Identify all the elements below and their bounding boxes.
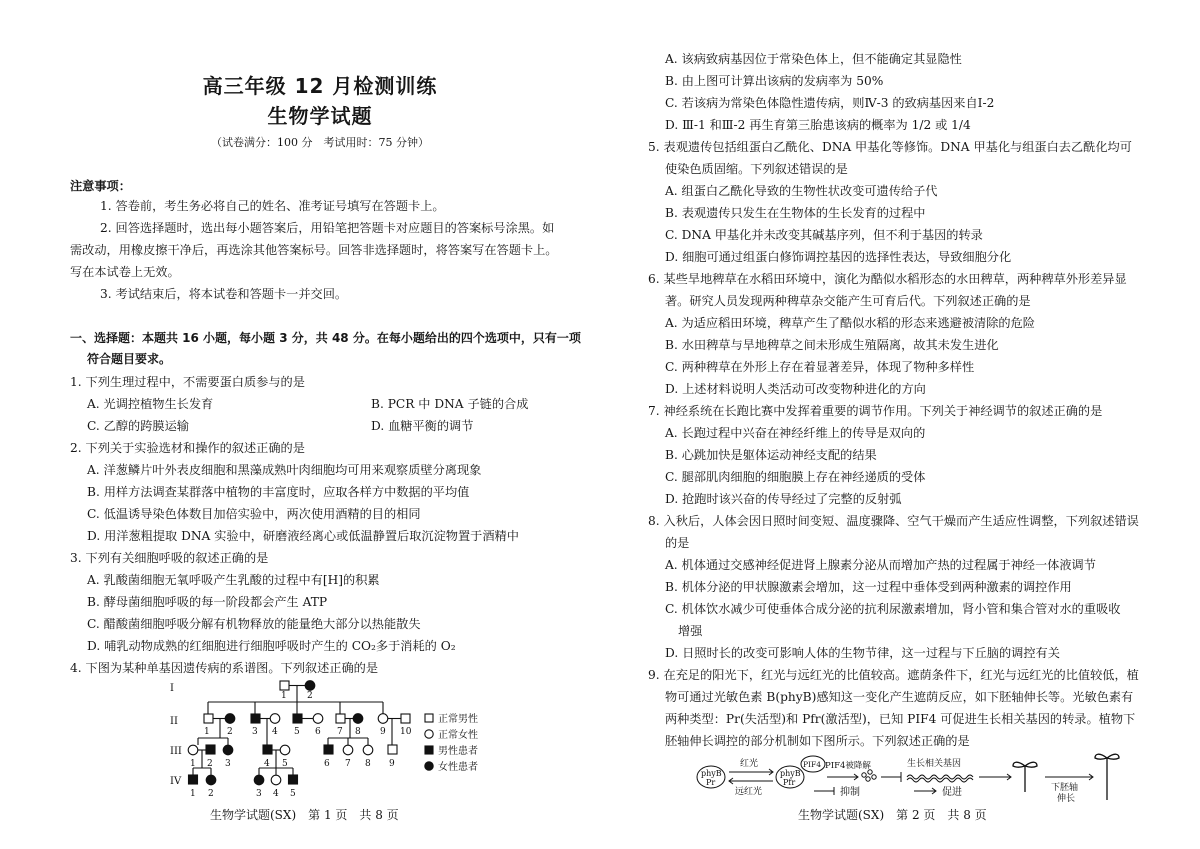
svg-text:3: 3 <box>256 789 262 799</box>
svg-text:10: 10 <box>400 727 412 737</box>
q2-option-b: B. 用样方法调查某群落中植物的丰富度时，应取各样方中数据的平均值 <box>87 485 470 499</box>
q5-option-a: A. 组蛋白乙酰化导致的生物性状改变可遗传给子代 <box>665 184 938 198</box>
svg-text:5: 5 <box>294 727 300 737</box>
gen-label-3: III <box>170 746 182 757</box>
q9-stem-3: 两种类型：Pr(失活型)和 Pfr(激活型)，已知 PIF4 可促进生长相关基因的转录。植物下 <box>665 712 1136 726</box>
q3-option-a: A. 乳酸菌细胞无氧呼吸产生乳酸的过程中有[H]的积累 <box>87 573 380 587</box>
q8-stem-1: 8. 入秋后，人体会因日照时间变短、温度骤降、空气干燥而产生适应性调整，下列叙述错误 <box>648 514 1139 528</box>
q2-stem: 2. 下列关于实验选材和操作的叙述正确的是 <box>70 441 305 455</box>
q5-option-d: D. 细胞可通过组蛋白修饰调控基因的选择性表达，导致细胞分化 <box>665 250 1012 264</box>
q7-option-a: A. 长跑过程中兴奋在神经纤维上的传导是双向的 <box>665 426 926 440</box>
pedigree-III7-normal-female <box>343 745 353 755</box>
pedigree-III6-affected-male <box>324 745 333 754</box>
q8-stem-2: 的是 <box>665 536 690 550</box>
legend-affected-female-icon <box>425 762 433 770</box>
svg-text:PIF4: PIF4 <box>803 760 821 769</box>
q4-stem: 4. 下图为某种单基因遗传病的系谱图。下列叙述正确的是 <box>70 661 379 675</box>
svg-text:phyB: phyB <box>701 769 722 778</box>
seedling-short-icon <box>1013 762 1037 792</box>
pedigree-II10-normal-male <box>401 714 410 723</box>
q5-stem-2: 使染色质固缩。下列叙述错误的是 <box>665 162 848 176</box>
pedigree-II5-affected-male <box>293 714 302 723</box>
q6-stem-1: 6. 某些旱地稗草在水稻田环境中，演化为酷似水稻形态的水田稗草，两种稗草外形差异显 <box>648 272 1127 286</box>
section-heading-cont: 符合题目要求。 <box>87 352 172 366</box>
pedigree-II6-normal-female <box>313 714 323 724</box>
q7-option-d: D. 抢跑时该兴奋的传导经过了完整的反射弧 <box>665 492 902 506</box>
q4-option-b: B. 由上图可计算出该病的发病率为 50% <box>665 74 884 88</box>
svg-text:6: 6 <box>324 759 330 769</box>
legend-normal-male-icon <box>425 714 433 722</box>
exam-title: 高三年级 12 月检测训练 <box>202 74 438 98</box>
svg-text:9: 9 <box>380 727 386 737</box>
svg-text:7: 7 <box>345 759 351 769</box>
pedigree-II2-affected-female <box>225 714 235 724</box>
svg-text:2: 2 <box>227 727 233 737</box>
pedigree-I2-affected-female <box>305 681 315 691</box>
svg-text:4: 4 <box>272 727 278 737</box>
legend-inhibit: 抑制 <box>840 787 860 798</box>
legend-promote: 促进 <box>942 787 962 798</box>
q4-option-d: D. Ⅲ-1 和Ⅲ-2 再生育第三胎患该病的概率为 1/2 或 1/4 <box>665 118 971 132</box>
svg-text:3: 3 <box>252 727 258 737</box>
hypocotyl-label-1: 下胚轴 <box>1051 783 1079 793</box>
pedigree-II1-normal-male <box>204 714 213 723</box>
notice-line-2: 2. 回答选择题时，选出每小题答案后，用铅笔把答题卡对应题目的答案标号涂黑。如 <box>100 221 555 235</box>
pedigree-III4-affected-male <box>263 745 272 754</box>
q5-stem-1: 5. 表观遗传包括组蛋白乙酰化、DNA 甲基化等修饰。DNA 甲基化与组蛋白去乙酰化均可 <box>648 140 1132 154</box>
pedigree-IV2-affected-female <box>206 775 216 785</box>
q2-option-d: D. 用洋葱粗提取 DNA 实验中，研磨液经离心或低温静置后取沉淀物置于酒精中 <box>87 529 519 543</box>
pedigree-II9-normal-female <box>378 714 388 724</box>
svg-text:8: 8 <box>355 727 361 737</box>
q8-option-b: B. 机体分泌的甲状腺激素会增加，这一过程中垂体受到两种激素的调控作用 <box>665 580 1072 594</box>
svg-text:7: 7 <box>337 727 343 737</box>
svg-text:1: 1 <box>281 691 287 701</box>
page-2 <box>600 0 1200 849</box>
growth-genes-label: 生长相关基因 <box>907 759 962 769</box>
q2-option-c: C. 低温诱导染色体数目加倍实验中，两次使用酒精的目的相同 <box>87 507 421 521</box>
notice-line-4: 写在本试卷上无效。 <box>70 265 180 279</box>
pedigree-III2-affected-male <box>206 745 215 754</box>
exam-subtitle: 生物学试题 <box>267 104 373 128</box>
q3-option-c: C. 醋酸菌细胞呼吸分解有机物释放的能量绝大部分以热能散失 <box>87 617 421 631</box>
q5-option-b: B. 表观遗传只发生在生物体的生长发育的过程中 <box>665 206 926 220</box>
svg-text:8: 8 <box>365 759 371 769</box>
q8-option-d: D. 日照时长的改变可影响人体的生物节律，这一过程与下丘脑的调控有关 <box>665 646 1060 660</box>
pedigree-III5-normal-female <box>280 745 290 755</box>
pedigree-I1-normal-male <box>280 681 289 690</box>
red-light-label: 红光 <box>740 759 759 769</box>
notice-line-1: 1. 答卷前，考生务必将自己的姓名、准考证号填写在答题卡上。 <box>100 199 445 213</box>
q6-option-c: C. 两种稗草在外形上存在着显著差异，体现了物种多样性 <box>665 360 975 374</box>
pedigree-IV1-affected-male <box>189 775 198 784</box>
notice-line-3: 需改动，用橡皮擦干净后，再选涂其他答案标号。回答非选择题时，将答案写在答题卡上。 <box>70 243 558 257</box>
legend-affected-female: 女性患者 <box>438 762 478 773</box>
q1-stem: 1. 下列生理过程中，不需要蛋白质参与的是 <box>70 375 305 389</box>
svg-text:9: 9 <box>389 759 395 769</box>
q7-option-c: C. 腿部肌肉细胞的细胞膜上存在神经递质的受体 <box>665 470 926 484</box>
q6-option-a: A. 为适应稻田环境，稗草产生了酷似水稻的形态来逃避被清除的危险 <box>665 316 1035 330</box>
pedigree-III3-affected-female <box>223 745 233 755</box>
q1-option-d: D. 血糖平衡的调节 <box>371 419 474 433</box>
q7-stem: 7. 神经系统在长跑比赛中发挥着重要的调节作用。下列关于神经调节的叙述正确的是 <box>648 404 1103 418</box>
pedigree-IV4-normal-female <box>271 775 281 785</box>
pif4-degraded-label: PIF4被降解 <box>825 761 871 771</box>
legend-affected-male-icon <box>425 746 433 754</box>
svg-text:2: 2 <box>307 691 313 701</box>
svg-text:5: 5 <box>290 789 296 799</box>
legend-normal-female-icon <box>425 730 433 738</box>
q3-stem: 3. 下列有关细胞呼吸的叙述正确的是 <box>70 551 269 565</box>
pedigree-II8-affected-female <box>353 714 363 724</box>
svg-text:1: 1 <box>190 789 196 799</box>
q1-option-c: C. 乙醇的跨膜运输 <box>87 419 189 433</box>
seedling-tall-icon <box>1095 754 1119 800</box>
gen-label-1: I <box>170 683 174 694</box>
q6-option-d: D. 上述材料说明人类活动可改变物种进化的方向 <box>665 382 926 396</box>
svg-text:5: 5 <box>282 759 288 769</box>
pedigree-II3-affected-male <box>251 714 260 723</box>
exam-info: （试卷满分：100 分 考试用时：75 分钟） <box>211 136 429 149</box>
svg-text:4: 4 <box>273 789 279 799</box>
q6-option-b: B. 水田稗草与旱地稗草之间未形成生殖隔离，故其未发生进化 <box>665 338 999 352</box>
pedigree-II4-normal-female <box>270 714 280 724</box>
q8-option-c: C. 机体饮水减少可使垂体合成分泌的抗利尿激素增加，肾小管和集合管对水的重吸收 <box>665 602 1121 616</box>
svg-text:Pr: Pr <box>706 778 716 787</box>
q4-option-a: A. 该病致病基因位于常染色体上，但不能确定其显隐性 <box>665 52 962 66</box>
q1-option-b: B. PCR 中 DNA 子链的合成 <box>371 397 529 411</box>
pedigree-II7-normal-male <box>336 714 345 723</box>
pedigree-IV5-affected-male <box>289 775 298 784</box>
q3-option-d: D. 哺乳动物成熟的红细胞进行细胞呼吸时产生的 CO₂多于消耗的 O₂ <box>87 639 456 653</box>
notice-heading: 注意事项： <box>70 179 131 193</box>
svg-text:2: 2 <box>208 789 214 799</box>
gen-label-4: IV <box>170 776 182 787</box>
gen-label-2: II <box>170 716 178 727</box>
svg-text:2: 2 <box>207 759 213 769</box>
q5-option-c: C. DNA 甲基化并未改变其碱基序列，但不利于基因的转录 <box>665 228 983 242</box>
far-red-light-label: 远红光 <box>735 787 763 797</box>
pedigree-III8-normal-female <box>363 745 373 755</box>
page-2-footer: 生物学试题(SX) 第 2 页 共 8 页 <box>798 808 987 822</box>
svg-text:1: 1 <box>190 759 196 769</box>
q9-stem-2: 物可通过光敏色素 B(phyB)感知这一变化产生遮荫反应，如下胚轴伸长等。光敏色素有 <box>665 690 1134 704</box>
q2-option-a: A. 洋葱鳞片叶外表皮细胞和黑藻成熟叶肉细胞均可用来观察质壁分离现象 <box>87 463 482 477</box>
legend-normal-female: 正常女性 <box>438 730 478 741</box>
dna-strand-icon <box>907 775 973 779</box>
page-1-footer: 生物学试题(SX) 第 1 页 共 8 页 <box>210 808 399 822</box>
pedigree-III9-normal-male <box>388 745 397 754</box>
legend-normal-male: 正常男性 <box>438 714 478 725</box>
q9-stem-1: 9. 在充足的阳光下，红光与远红光的比值较高。遮荫条件下，红光与远红光的比值较低，植 <box>648 668 1139 682</box>
svg-text:6: 6 <box>315 727 321 737</box>
legend-affected-male: 男性患者 <box>438 746 478 757</box>
q6-stem-2: 著。研究人员发现两种稗草杂交能产生可育后代。下列叙述正确的是 <box>665 294 1031 308</box>
q8-option-a: A. 机体通过交感神经促进肾上腺素分泌从而增加产热的过程属于神经一体液调节 <box>665 558 1096 572</box>
svg-text:4: 4 <box>264 759 270 769</box>
q9-stem-4: 胚轴伸长调控的部分机制如下图所示。下列叙述正确的是 <box>665 734 970 748</box>
pedigree-diagram <box>160 676 490 800</box>
degraded-fragments-icon <box>862 770 876 781</box>
q7-option-b: B. 心跳加快是躯体运动神经支配的结果 <box>665 448 877 462</box>
svg-text:phyB: phyB <box>780 769 801 778</box>
q8-option-c-cont: 增强 <box>678 624 703 638</box>
pedigree-IV3-affected-female <box>254 775 264 785</box>
pedigree-III1-normal-female <box>188 745 198 755</box>
section-heading: 一、选择题：本题共 16 小题，每小题 3 分，共 48 分。在每小题给出的四个选项中，只有一项 <box>70 331 581 345</box>
q1-option-a: A. 光调控植物生长发育 <box>87 397 214 411</box>
hypocotyl-label-2: 伸长 <box>1057 794 1076 804</box>
q3-option-b: B. 酵母菌细胞呼吸的每一阶段都会产生 ATP <box>87 595 328 609</box>
q4-option-c: C. 若该病为常染色体隐性遗传病，则Ⅳ-3 的致病基因来自Ⅰ-2 <box>665 96 995 110</box>
diagram-legend <box>812 783 1002 799</box>
svg-text:1: 1 <box>204 727 210 737</box>
notice-line-5: 3. 考试结束后，将本试卷和答题卡一并交回。 <box>100 287 348 301</box>
svg-text:3: 3 <box>225 759 231 769</box>
svg-text:Pfr: Pfr <box>783 778 796 787</box>
